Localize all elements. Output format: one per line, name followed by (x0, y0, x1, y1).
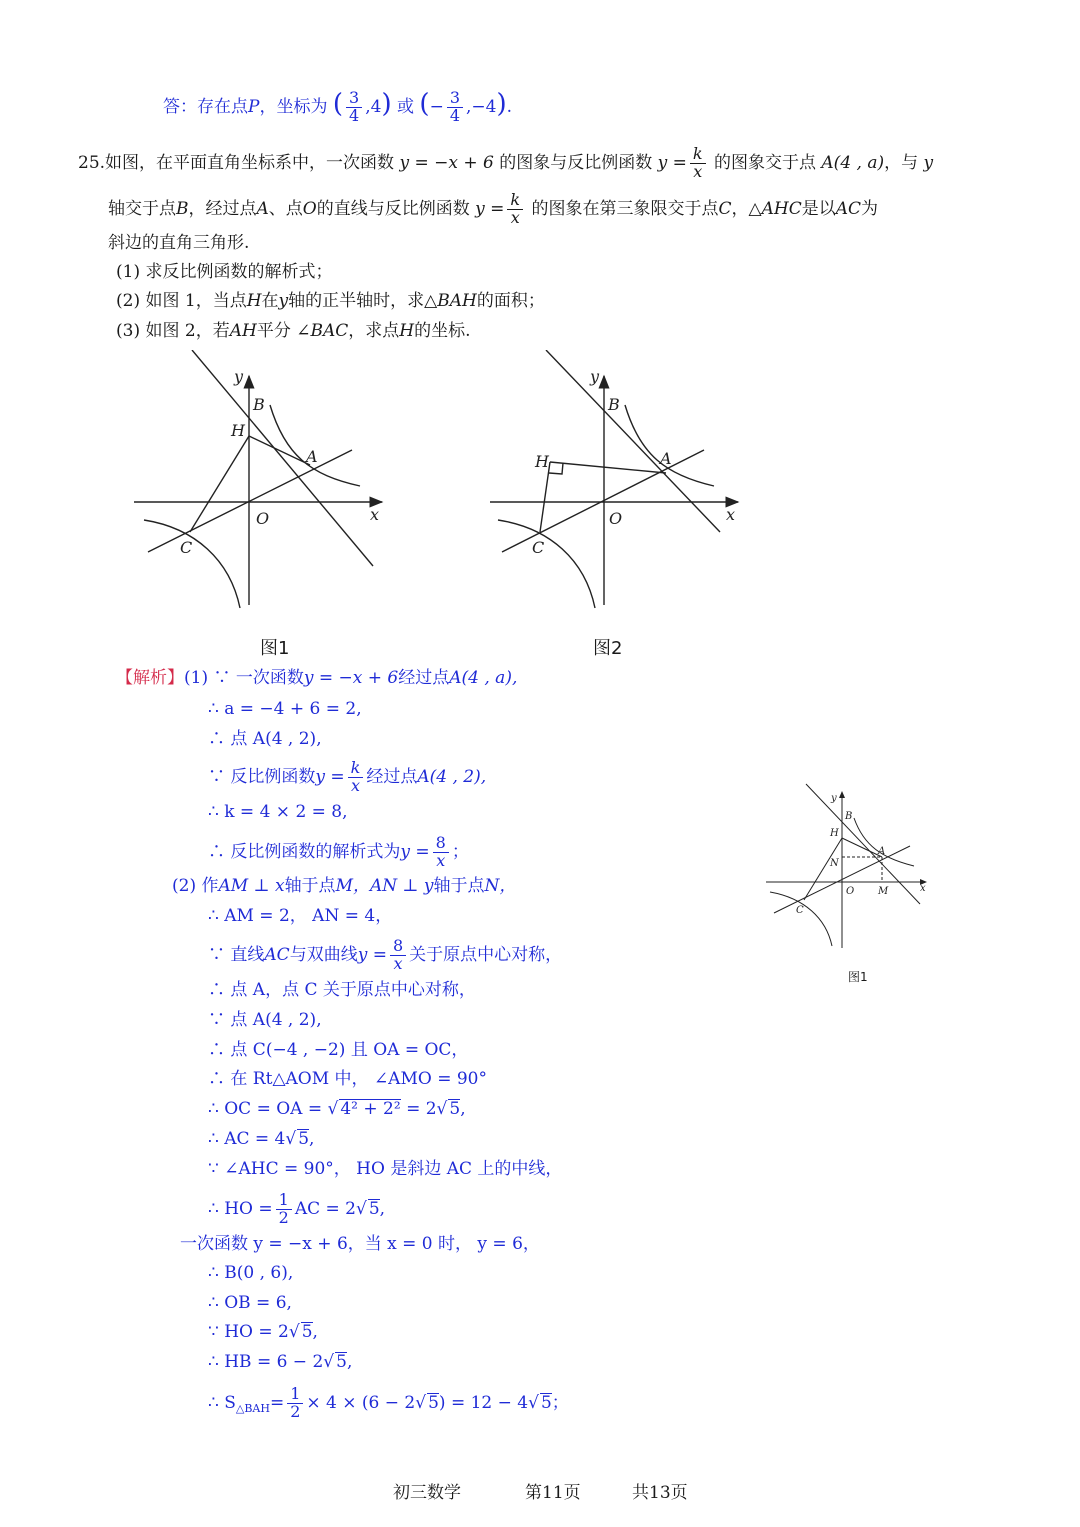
figure-1 (130, 350, 400, 610)
segment-hc (540, 462, 550, 532)
line-ac (502, 450, 704, 552)
previous-answer: 答：存在点P，坐标为 ( $\frac{3}{4}$ ,4) 或 (− $\frac{3}{4}$ ,−4). (163, 88, 513, 125)
label-c: C (796, 905, 804, 916)
question-2: (2) 如图 1，当点H在y轴的正半轴时，求△BAH的面积； (116, 291, 545, 311)
problem-line-2: 轴交于点B，经过点A、点O的直线与反比例函数 y = $\frac{k}{x}$ 的图象在第三象限交于点C，△AHC是以AC为 (108, 190, 878, 227)
question-1: (1) 求反比例函数的解析式； (116, 262, 333, 282)
solution-line-7: (2) 作AM ⊥ x轴于点M，AN ⊥ y轴于点N， (172, 876, 517, 896)
label-a: A (660, 449, 672, 468)
label-h: H (830, 828, 839, 839)
problem-line-3: 斜边的直角三角形. (108, 233, 250, 253)
hyperbola-q3 (144, 520, 240, 608)
solution-line-12: ∴ 点 C(−4 , −2) 且 OA = OC， (208, 1040, 469, 1060)
label-b: B (253, 395, 265, 414)
solution-line-14: ∴ OC = OA = √ 4² + 2² = 2√ 5, (208, 1099, 466, 1119)
segment-ha (550, 462, 666, 473)
solution-figure-caption: 图1 (848, 970, 868, 984)
solution-line-1: 【解析】(1) ∵ 一次函数y = −x + 6经过点A(4 , a), (116, 668, 518, 688)
solution-line-18: 一次函数 y = −x + 6，当 x = 0 时， y = 6， (180, 1234, 540, 1254)
footer-subject: 初三数学 (393, 1483, 461, 1503)
hyperbola-q1 (270, 405, 360, 486)
label-x: x (726, 505, 736, 524)
label-y: y (831, 793, 837, 804)
label-y: y (590, 367, 600, 386)
hyperbola-q3 (498, 520, 595, 608)
solution-line-17: ∴ HO = $\frac{1}{2}$ AC = 2√ 5, (208, 1190, 386, 1227)
segment-ha (249, 436, 310, 465)
label-a: A (306, 447, 318, 466)
solution-line-15: ∴ AC = 4√ 5, (208, 1129, 315, 1149)
label-b: B (608, 395, 620, 414)
label-c: C (532, 538, 545, 557)
solution-line-3: ∴ 点 A(4 , 2), (208, 729, 322, 749)
line-y-neg-x-plus-6 (192, 350, 373, 566)
label-n: N (830, 858, 839, 869)
figure-2-caption: 图2 (593, 638, 623, 659)
solution-line-6: ∴ 反比例函数的解析式为y = $\frac{8}{x}$ ； (208, 833, 469, 870)
solution-figure (764, 780, 934, 950)
figure-2 (488, 350, 748, 610)
label-a: A (878, 846, 886, 857)
solution-line-21: ∵ HO = 2√ 5, (208, 1322, 318, 1342)
solution-line-10: ∴ 点 A，点 C 关于原点中心对称， (208, 980, 476, 1000)
line-ac (148, 450, 352, 552)
solution-line-13: ∴ 在 Rt△AOM 中， ∠AMO = 90° (208, 1069, 487, 1089)
label-x: x (920, 883, 926, 894)
solution-line-19: ∴ B(0 , 6), (208, 1263, 294, 1283)
problem-line-1: 25.如图，在平面直角坐标系中，一次函数 y = −x + 6 的图象与反比例函数 y = $\frac{k}{x}$ 的图象交于点 A(4 , a)，与 y (78, 144, 934, 181)
solution-line-16: ∵ ∠AHC = 90°， HO 是斜边 AC 上的中线， (208, 1159, 563, 1179)
label-h: H (535, 452, 549, 471)
solution-line-20: ∴ OB = 6, (208, 1293, 292, 1313)
figure-1-caption: 图1 (260, 638, 290, 659)
question-3: (3) 如图 2，若AH平分 ∠BAC，求点H的坐标. (116, 321, 471, 341)
right-angle-mark (549, 463, 563, 474)
footer-page: 第11页 (525, 1483, 581, 1503)
line-y-neg-x-plus-6 (546, 350, 720, 532)
label-o: O (609, 509, 623, 528)
label-o: O (256, 509, 270, 528)
segment-ha (842, 838, 882, 857)
solution-line-11: ∵ 点 A(4 , 2), (208, 1010, 322, 1030)
footer-total: 共13页 (632, 1483, 688, 1503)
label-o: O (846, 886, 855, 897)
label-x: x (370, 505, 380, 524)
hyperbola-q1 (625, 405, 714, 486)
solution-line-22: ∴ HB = 6 − 2√ 5, (208, 1352, 353, 1372)
label-m: M (878, 886, 889, 897)
segment-hc (804, 838, 842, 900)
label-y: y (234, 367, 244, 386)
solution-line-2: ∴ a = −4 + 6 = 2, (208, 699, 362, 719)
solution-line-8: ∴ AM = 2， AN = 4， (208, 906, 393, 926)
solution-tag: 【解析】 (116, 668, 184, 688)
solution-line-23: ∴ $S_{\triangle BAH}=$ $\frac{1}{2}$ × 4 × (6 − 2√ 5) = 12 − 4√ 5； (208, 1384, 569, 1421)
segment-hc (190, 436, 249, 532)
solution-line-4: ∵ 反比例函数y = $\frac{k}{x}$ 经过点A(4 , 2), (208, 758, 487, 795)
line-y-neg-x-plus-6 (806, 784, 920, 904)
label-h: H (231, 421, 245, 440)
solution-line-9: ∵ 直线AC与双曲线y = $\frac{8}{x}$ 关于原点中心对称， (208, 936, 563, 973)
label-b: B (845, 811, 853, 822)
label-c: C (180, 538, 193, 557)
solution-line-5: ∴ k = 4 × 2 = 8, (208, 802, 348, 822)
